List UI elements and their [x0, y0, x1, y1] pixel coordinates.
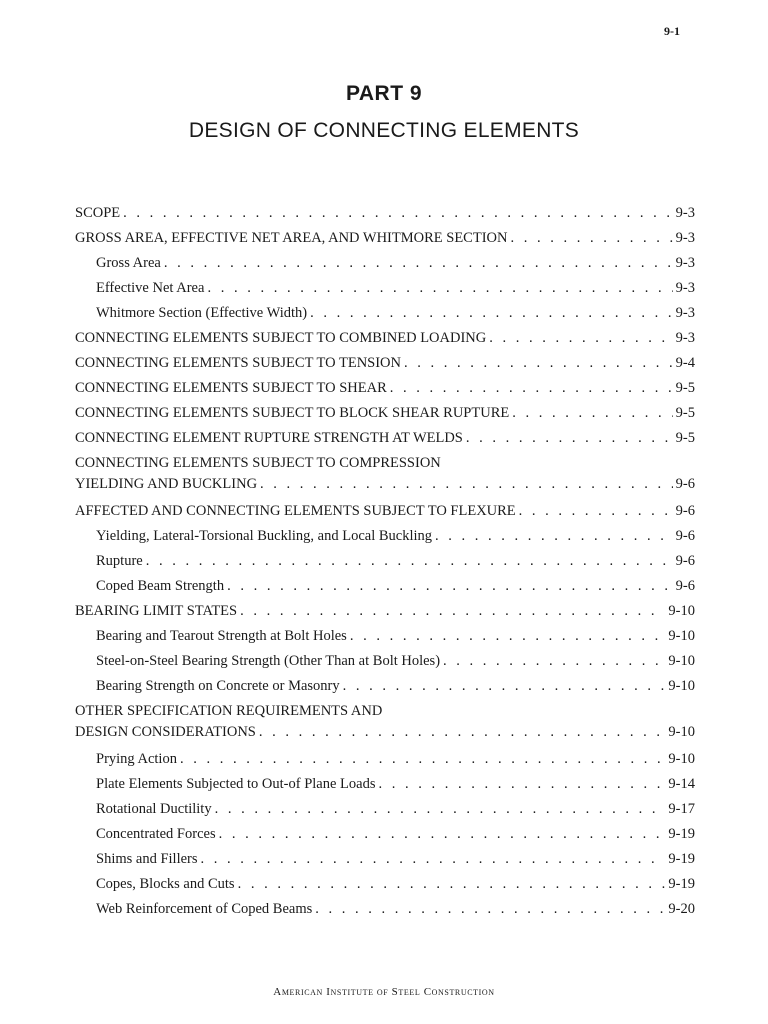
toc-entry-page: 9-19 [668, 876, 695, 892]
toc-entry-gross-area-section[interactable] [75, 228, 695, 253]
dot-leader [489, 328, 672, 348]
toc-entry-yielding-buckling[interactable] [75, 526, 695, 551]
toc-entry-label: Rotational Ductility [96, 801, 212, 817]
toc-entry-rupture-at-welds[interactable] [75, 428, 695, 453]
toc-entry-label: Copes, Blocks and Cuts [96, 876, 235, 892]
toc-entry-bearing-concrete-masonry[interactable] [75, 676, 695, 701]
toc-entry-label: YIELDING AND BUCKLING [75, 476, 258, 492]
toc-entry-page: 9-10 [668, 628, 695, 644]
toc-entry-copes-blocks-cuts[interactable] [75, 874, 695, 899]
dot-leader [207, 278, 672, 298]
toc-entry-label: Coped Beam Strength [96, 578, 225, 594]
toc-entry-tension[interactable] [75, 353, 695, 378]
toc-entry-label: CONNECTING ELEMENT RUPTURE STRENGTH AT WELDS [75, 430, 463, 446]
toc-entry-page: 9-10 [668, 724, 695, 740]
dot-leader [315, 899, 665, 919]
dot-leader [512, 403, 672, 423]
toc-entry-compression[interactable] [75, 453, 695, 501]
toc-entry-label: Bearing Strength on Concrete or Masonry [96, 678, 340, 694]
publisher-name: American Institute of Steel Construction [273, 986, 495, 998]
toc-entry-combined-loading[interactable] [75, 328, 695, 353]
toc-entry-label: Effective Net Area [96, 280, 205, 296]
toc-entry-bearing-tearout[interactable] [75, 626, 695, 651]
part-title: DESIGN OF CONNECTING ELEMENTS [188, 119, 580, 142]
publisher-footer [0, 986, 768, 998]
dot-leader [404, 353, 673, 373]
toc-entry-plate-elements[interactable] [75, 774, 695, 799]
toc-entry-label: Gross Area [96, 255, 161, 271]
toc-entry-prying-action[interactable] [75, 749, 695, 774]
dot-leader [519, 501, 673, 521]
toc-entry-flexure[interactable] [75, 501, 695, 526]
toc-entry-label: CONNECTING ELEMENTS SUBJECT TO COMPRESSION [75, 455, 441, 471]
page-number: 9-1 [664, 24, 680, 38]
toc-entry-label: Yielding, Lateral-Torsional Buckling, and Local Buckling [96, 528, 433, 544]
toc-entry-label: CONNECTING ELEMENTS SUBJECT TO SHEAR [75, 380, 387, 396]
toc-entry-page: 9-19 [668, 826, 695, 842]
dot-leader [466, 428, 673, 448]
dot-leader [146, 551, 673, 571]
toc-entry-label: CONNECTING ELEMENTS SUBJECT TO COMBINED LOADING [75, 330, 487, 346]
dot-leader [219, 824, 666, 844]
dot-leader [240, 601, 665, 621]
toc-entry-label: Plate Elements Subjected to Out-of Plane Loads [96, 776, 376, 792]
dot-leader [227, 576, 673, 596]
dot-leader [350, 626, 666, 646]
toc-entry-label: Concentrated Forces [96, 826, 216, 842]
toc-entry-rupture[interactable] [75, 551, 695, 576]
toc-entry-page: 9-3 [675, 305, 695, 321]
toc-entry-label: CONNECTING ELEMENTS SUBJECT TO TENSION [75, 355, 401, 371]
toc-entry-page: 9-19 [668, 851, 695, 867]
toc-entry-page: 9-5 [675, 405, 695, 421]
toc-entry-steel-on-steel-bearing[interactable] [75, 651, 695, 676]
toc-entry-label: Web Reinforcement of Coped Beams [96, 901, 313, 917]
dot-leader [510, 228, 672, 248]
toc-entry-whitmore-section[interactable] [75, 303, 695, 328]
toc-entry-page: 9-3 [675, 205, 695, 221]
toc-entry-label: SCOPE [75, 205, 121, 221]
dot-leader [343, 676, 666, 696]
toc-entry-page: 9-10 [668, 751, 695, 767]
toc-entry-page: 9-10 [668, 678, 695, 694]
dot-leader [259, 722, 666, 742]
toc-entry-label: Prying Action [96, 751, 177, 767]
toc-entry-page: 9-14 [668, 776, 695, 792]
dot-leader [215, 799, 666, 819]
toc-entry-label: AFFECTED AND CONNECTING ELEMENTS SUBJECT TO FLEXURE [75, 503, 516, 519]
dot-leader [378, 774, 665, 794]
toc-entry-label: DESIGN CONSIDERATIONS [75, 724, 256, 740]
dot-leader [443, 651, 665, 671]
toc-entry-gross-area[interactable] [75, 253, 695, 278]
dot-leader [260, 474, 673, 494]
toc-entry-page: 9-5 [675, 380, 695, 396]
toc-entry-label: GROSS AREA, EFFECTIVE NET AREA, AND WHITMORE SECTION [75, 230, 508, 246]
toc-entry-label: BEARING LIMIT STATES [75, 603, 238, 619]
toc-entry-other-requirements[interactable] [75, 701, 695, 749]
toc-entry-shear[interactable] [75, 378, 695, 403]
toc-entry-page: 9-5 [675, 430, 695, 446]
dot-leader [390, 378, 673, 398]
dot-leader [180, 749, 665, 769]
toc-entry-page: 9-10 [668, 653, 695, 669]
toc-entry-page: 9-6 [675, 476, 695, 492]
toc-entry-scope[interactable] [75, 203, 695, 228]
toc-entry-page: 9-17 [668, 801, 695, 817]
part-heading: PART 9 [345, 82, 423, 105]
toc-entry-concentrated-forces[interactable] [75, 824, 695, 849]
dot-leader [238, 874, 666, 894]
toc-entry-label: Shims and Fillers [96, 851, 198, 867]
toc-entry-block-shear[interactable] [75, 403, 695, 428]
toc-entry-label: Rupture [96, 553, 143, 569]
toc-entry-page: 9-3 [675, 230, 695, 246]
toc-entry-page: 9-6 [675, 528, 695, 544]
toc-entry-bearing-limit-states[interactable] [75, 601, 695, 626]
toc-entry-label: Steel-on-Steel Bearing Strength (Other Than at Bolt Holes) [96, 653, 441, 669]
dot-leader [310, 303, 673, 323]
toc-entry-page: 9-4 [675, 355, 695, 371]
toc-entry-web-reinforcement[interactable] [75, 899, 695, 924]
toc-entry-effective-net-area[interactable] [75, 278, 695, 303]
toc-entry-page: 9-6 [675, 503, 695, 519]
toc-entry-page: 9-3 [675, 330, 695, 346]
dot-leader [435, 526, 673, 546]
toc-entry-label: Bearing and Tearout Strength at Bolt Holes [96, 628, 347, 644]
toc-entry-coped-beam-strength[interactable] [75, 576, 695, 601]
toc-entry-page: 9-6 [675, 578, 695, 594]
toc-entry-page: 9-6 [675, 553, 695, 569]
toc-entry-shims-fillers[interactable] [75, 849, 695, 874]
dot-leader [164, 253, 673, 273]
dot-leader [123, 203, 673, 223]
toc-entry-rotational-ductility[interactable] [75, 799, 695, 824]
toc-entry-page: 9-3 [675, 255, 695, 271]
toc-entry-label: CONNECTING ELEMENTS SUBJECT TO BLOCK SHEAR RUPTURE [75, 405, 510, 421]
toc-entry-page: 9-10 [668, 603, 695, 619]
table-of-contents [75, 203, 695, 924]
toc-entry-label: OTHER SPECIFICATION REQUIREMENTS AND [75, 703, 383, 719]
toc-entry-page: 9-20 [668, 901, 695, 917]
toc-entry-page: 9-3 [675, 280, 695, 296]
dot-leader [201, 849, 666, 869]
toc-entry-label: Whitmore Section (Effective Width) [96, 305, 308, 321]
